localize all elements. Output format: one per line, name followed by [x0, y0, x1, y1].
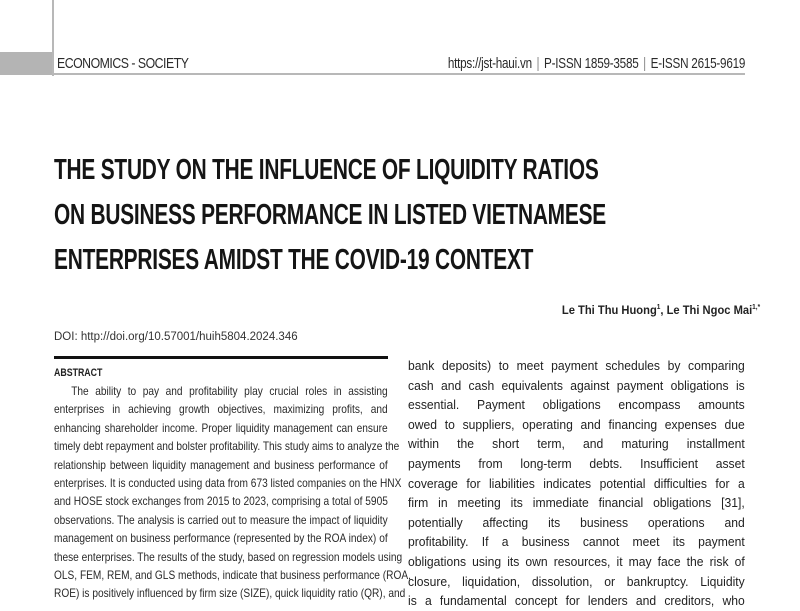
- author-name: Le Thi Thu Huong: [561, 303, 657, 317]
- abstract-line: OLS, FEM, REM, and GLS methods, indicate that business performance (ROA,: [54, 568, 411, 583]
- header-underline: [54, 73, 745, 75]
- body-line: firm in meeting its immediate financial obligations [31],: [408, 495, 745, 511]
- author-list: [562, 303, 760, 317]
- abstract-line: these enterprises. The results of the study, based on regression models using: [54, 549, 403, 564]
- body-line: cash and cash equivalents against payment obligations is: [408, 377, 745, 393]
- body-line: bank deposits) to meet payment schedules by comparing: [408, 358, 745, 373]
- title-line: ENTERPRISES AMIDST THE COVID-19 CONTEXT: [54, 244, 534, 276]
- e-issn: E-ISSN 2615-9619: [650, 55, 745, 72]
- title-line: ON BUSINESS PERFORMANCE IN LISTED VIETNAMESE: [54, 199, 607, 231]
- abstract-line: ROE) is positively influenced by firm size (SIZE), quick liquidity ratio (QR), and: [54, 586, 406, 601]
- author-separator: ,: [660, 303, 667, 317]
- abstract-line: observations. The analysis is carried out to measure the impact of liquidity: [54, 512, 388, 527]
- abstract-text: [54, 382, 411, 601]
- separator: |: [643, 55, 646, 72]
- body-line: within the short term, and maturing installment: [408, 436, 745, 452]
- abstract-line: enterprises in achieving growth objectives, maximizing profits, and: [54, 402, 388, 417]
- body-line: payments from long-term debts. Insufficient asset: [408, 455, 745, 471]
- body-line: potentially affecting its business operations and: [408, 514, 745, 530]
- p-issn: P-ISSN 1859-3585: [543, 55, 639, 72]
- journal-info: [448, 55, 745, 72]
- author-affiliation: 1,*: [752, 304, 760, 311]
- abstract-rule: [54, 356, 388, 359]
- abstract-heading: ABSTRACT: [54, 367, 103, 379]
- header-gray-bar: [0, 52, 52, 75]
- body-text-column: [408, 356, 745, 609]
- author-name: Le Thi Ngoc Mai: [666, 303, 753, 317]
- abstract-line: The ability to pay and profitability play crucial roles in assisting: [71, 384, 388, 398]
- abstract-line: and HOSE stock exchanges from 2015 to 2023, comprising a total of 5905: [54, 494, 388, 509]
- abstract-line: timely debt repayment and bolster profitability. This study aims to analyze the: [54, 439, 400, 454]
- body-line: profitability. If a business cannot meet its payment: [408, 534, 745, 550]
- section-label: ECONOMICS - SOCIETY: [57, 55, 189, 72]
- body-line: is a fundamental concept for lenders and creditors, who: [408, 593, 745, 609]
- article-title: [54, 148, 630, 283]
- author-affiliation: 1: [656, 304, 661, 311]
- body-line: closure, liquidation, dissolution, or bankruptcy. Liquidity: [408, 573, 745, 589]
- journal-website-link[interactable]: https://jst-haui.vn: [447, 55, 532, 72]
- body-line: owed to suppliers, operating and financing expenses due: [408, 416, 745, 432]
- title-line: THE STUDY ON THE INFLUENCE OF LIQUIDITY RATIOS: [54, 154, 599, 186]
- header-vertical-divider: [52, 0, 54, 76]
- body-line: coverage for liabilities indicates potential difficulties for a: [408, 475, 745, 491]
- doi-link[interactable]: DOI: http://doi.org/10.57001/huih5804.2024.346: [54, 331, 298, 343]
- abstract-line: enhancing shareholder income. Proper liquidity management can ensure: [54, 420, 388, 435]
- body-line: essential. Payment obligations encompass amounts: [408, 397, 745, 413]
- abstract-line: relationship between liquidity management and business performance of: [54, 457, 388, 472]
- separator: |: [536, 55, 540, 72]
- abstract-line: enterprises. It is conducted using data from 673 listed companies on the HNX: [54, 476, 402, 491]
- abstract-line: management on business performance (represented by the ROA index) of: [54, 531, 388, 546]
- body-line: obligations using its own resources, it may face the risk of: [408, 553, 745, 569]
